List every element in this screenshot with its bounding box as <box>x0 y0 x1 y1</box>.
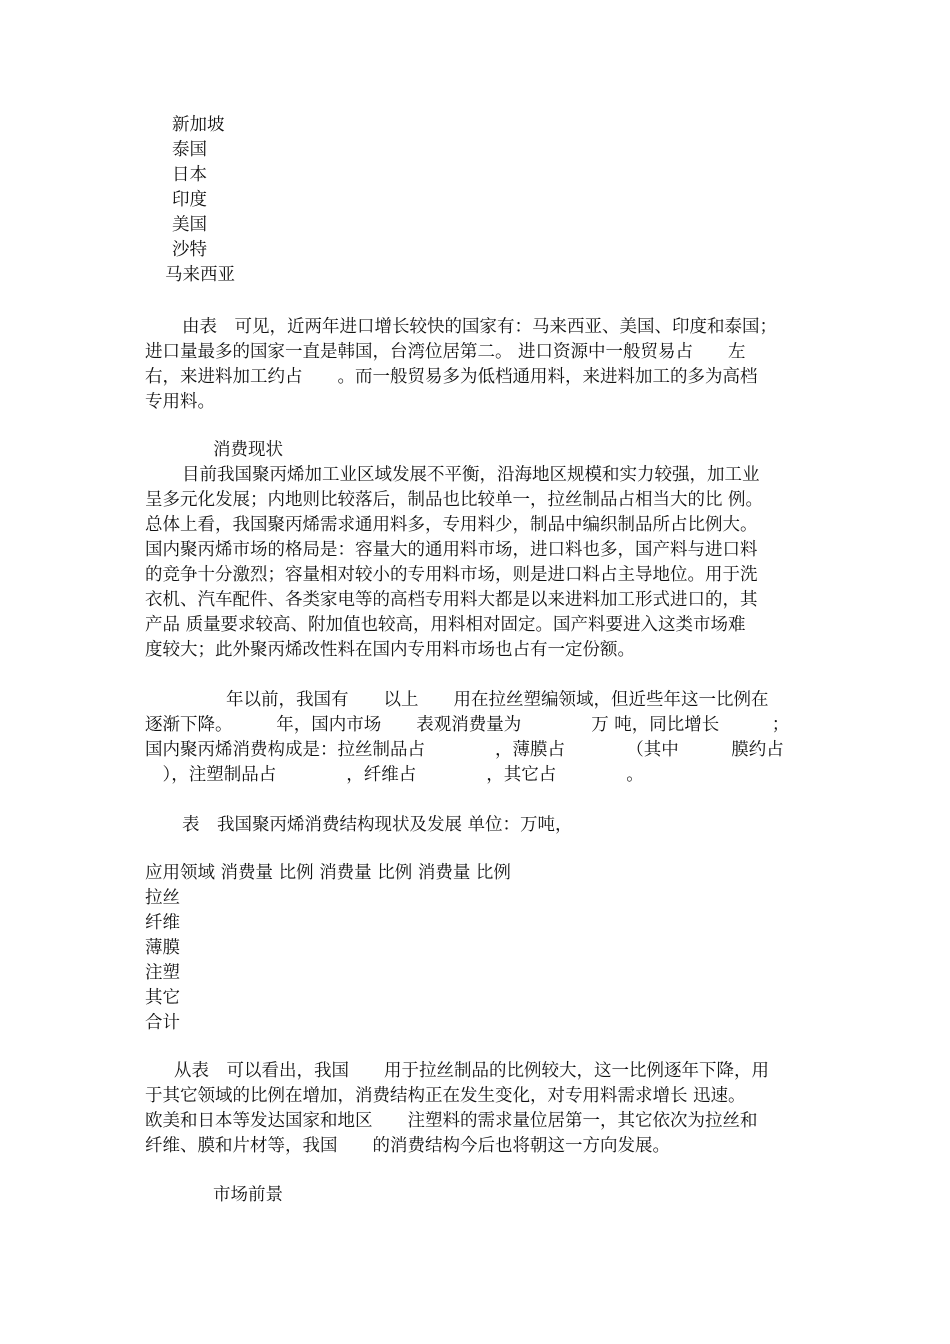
country-item: 沙特 <box>172 240 207 260</box>
paragraph-line: 衣机、汽车配件、各类家电等的高档专用料大都是以来进料加工形式进口的，其 <box>145 590 758 610</box>
paragraph-line: 欧美和日本等发达国家和地区 注塑料的需求量位居第一，其它依次为拉丝和 <box>145 1111 758 1131</box>
section-heading-consumption: 消费现状 <box>213 440 283 460</box>
country-item: 日本 <box>172 165 207 185</box>
country-item: 马来西亚 <box>165 265 235 285</box>
paragraph-line: 从表 可以看出，我国 用于拉丝制品的比例较大，这一比例逐年下降，用 <box>174 1061 769 1081</box>
paragraph-line: 国内聚丙烯消费构成是：拉丝制品占 ，薄膜占 （其中 膜约占 <box>145 740 784 760</box>
paragraph-line: ），注塑制品占 ，纤维占 ，其它占 。 <box>145 765 644 785</box>
table-header: 应用领域 消费量 比例 消费量 比例 消费量 比例 <box>145 863 511 883</box>
paragraph-line: 于其它领域的比例在增加，消费结构正在发生变化，对专用料需求增长 迅速。 <box>145 1086 746 1106</box>
table-row: 拉丝 <box>145 888 180 908</box>
paragraph-line: 度较大；此外聚丙烯改性料在国内专用料市场也占有一定份额。 <box>145 640 635 660</box>
country-item: 印度 <box>172 190 207 210</box>
table-caption: 表 我国聚丙烯消费结构现状及发展 单位：万吨， <box>182 815 573 835</box>
country-item: 美国 <box>172 215 207 235</box>
table-row: 纤维 <box>145 913 180 933</box>
table-row: 合计 <box>145 1013 180 1033</box>
country-item: 泰国 <box>172 140 207 160</box>
paragraph-line: 国内聚丙烯市场的格局是：容量大的通用料市场，进口料也多，国产料与进口料 <box>145 540 758 560</box>
table-row: 其它 <box>145 988 180 1008</box>
paragraph-line: 目前我国聚丙烯加工业区域发展不平衡，沿海地区规模和实力较强，加工业 <box>182 465 760 485</box>
paragraph-line: 的竞争十分激烈；容量相对较小的专用料市场，则是进口料占主导地位。用于洗 <box>145 565 758 585</box>
section-heading-prospect: 市场前景 <box>213 1185 283 1205</box>
paragraph-line: 产品 质量要求较高、附加值也较高，用料相对固定。国产料要进入这类市场难 <box>145 615 746 635</box>
country-item: 新加坡 <box>172 115 225 135</box>
paragraph-line: 进口量最多的国家一直是韩国，台湾位居第二。 进口资源中一般贸易占 左 <box>145 342 746 362</box>
paragraph-line: 呈多元化发展；内地则比较落后，制品也比较单一，拉丝制品占相当大的比 例。 <box>145 490 764 510</box>
paragraph-line: 年以前，我国有 以上 用在拉丝塑编领域，但近些年这一比例在 <box>226 690 769 710</box>
table-row: 薄膜 <box>145 938 180 958</box>
paragraph-line: 右，来进料加工约占 。而一般贸易多为低档通用料，来进料加工的多为高档 <box>145 367 758 387</box>
table-row: 注塑 <box>145 963 180 983</box>
paragraph-line: 总体上看，我国聚丙烯需求通用料多，专用料少，制品中编织制品所占比例大。 <box>145 515 758 535</box>
paragraph-line: 由表 可见，近两年进口增长较快的国家有：马来西亚、美国、印度和泰国； <box>182 317 777 337</box>
paragraph-line: 纤维、膜和片材等，我国 的消费结构今后也将朝这一方向发展。 <box>145 1136 670 1156</box>
paragraph-line: 逐渐下降。 年，国内市场 表观消费量为 万 吨，同比增长 ； <box>145 715 790 735</box>
paragraph-line: 专用料。 <box>145 392 215 412</box>
